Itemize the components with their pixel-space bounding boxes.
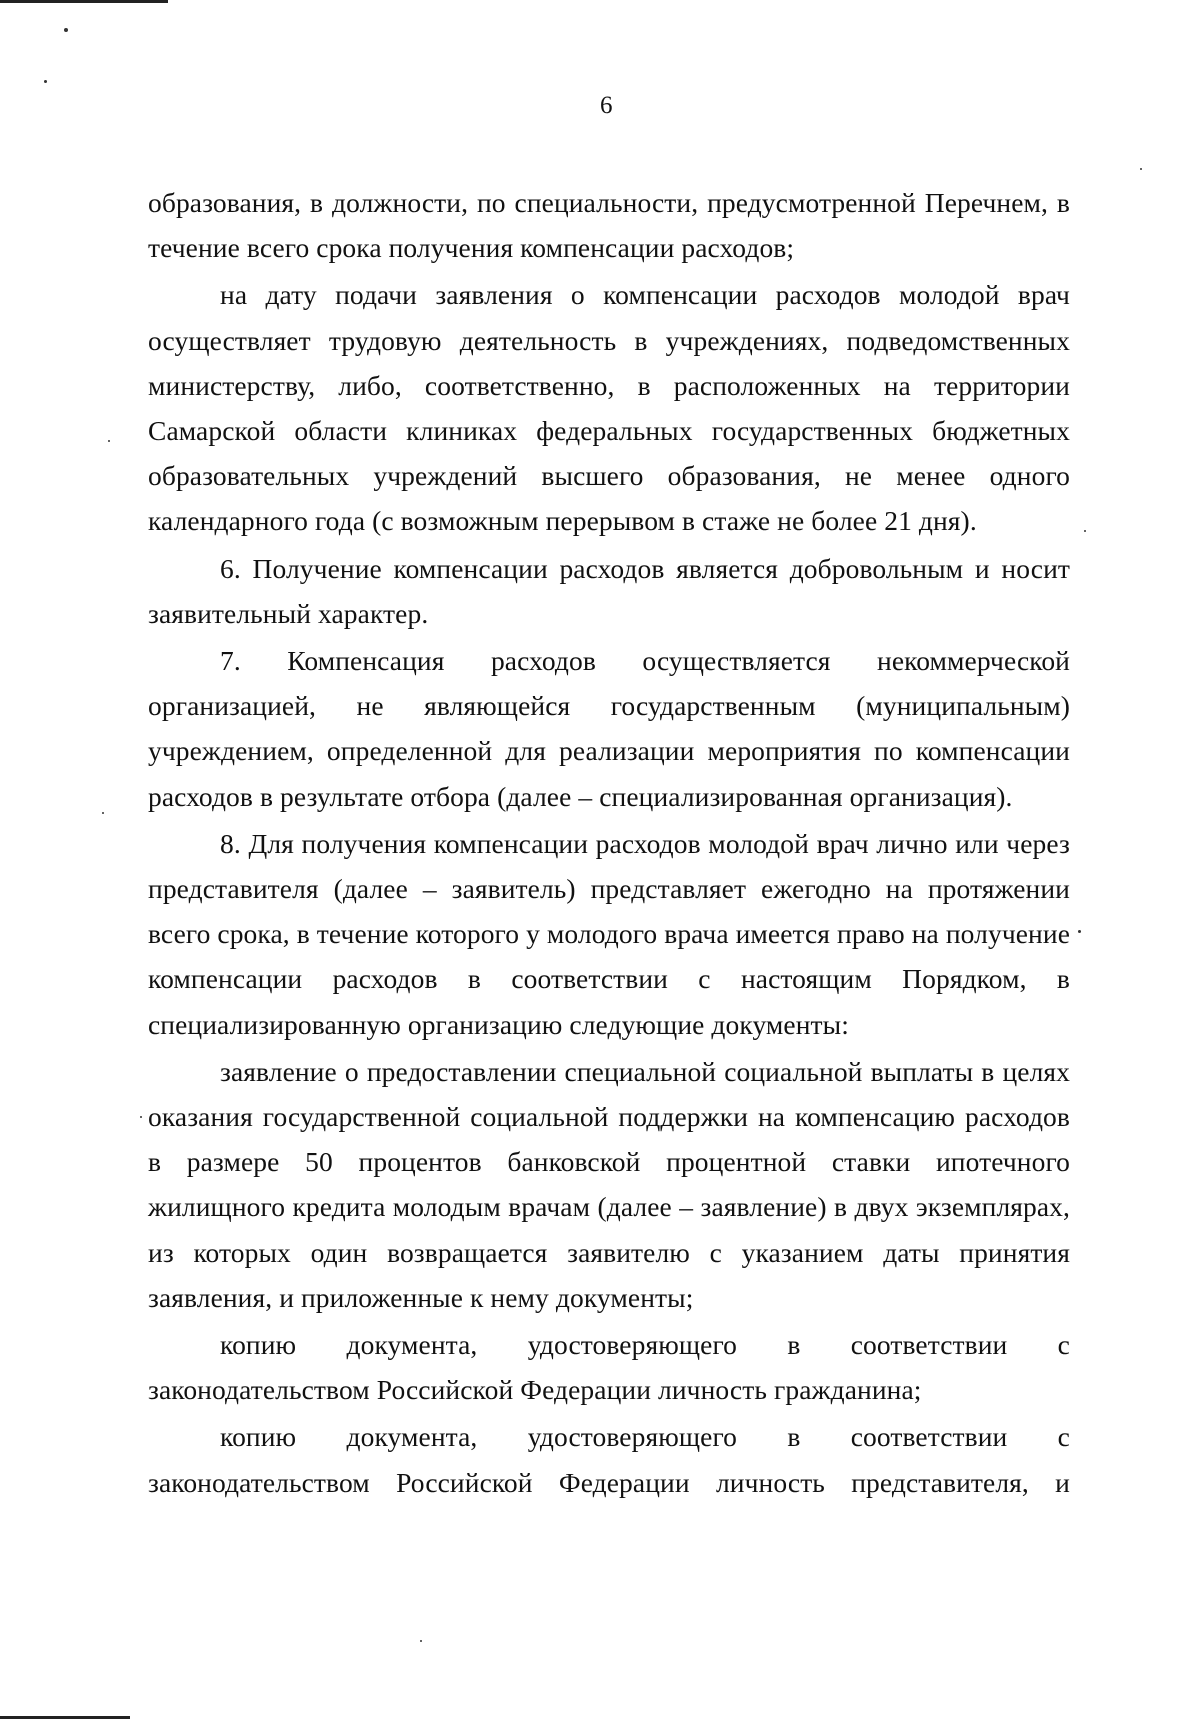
paragraph-representative-id-copy: копию документа, удостоверяющего в соответствии с законодательством Российской Федерации личность представителя, и [148, 1421, 1070, 1498]
scan-speck [140, 1116, 142, 1118]
scan-speck [64, 28, 68, 32]
document-body [148, 180, 1070, 1507]
paragraph-item-7: 7. Компенсация расходов осуществляется некоммерческой организацией, не являющейся государственным (муниципальным) учреждением, определенной для реализации мероприятия по компенсации расходов в результате отбора (далее – специализированная организация). [148, 645, 1070, 812]
scan-speck [108, 440, 110, 442]
scan-speck [1078, 930, 1081, 933]
paragraph-date-of-application: на дату подачи заявления о компенсации расходов молодой врач осуществляет трудовую деятельность в учреждениях, подведомственных министерству, либо, соответственно, в расположенных на территории Самарской области клиниках федеральных государственных бюджетных образовательных учреждений высшего образования, не менее одного календарного года (с возможным перерывом в стаже не более 21 дня). [148, 279, 1070, 537]
paragraph-item-6: 6. Получение компенсации расходов является добровольным и носит заявительный характер. [148, 552, 1070, 629]
paragraph-continuation: образования, в должности, по специальности, предусмотренной Перечнем, в течение всего срока получения компенсации расходов; [148, 187, 1070, 264]
scan-speck [44, 80, 47, 83]
scan-speck [102, 812, 104, 814]
scan-speck [420, 1640, 422, 1642]
scan-edge-line [0, 0, 168, 3]
paragraph-citizen-id-copy: копию документа, удостоверяющего в соответствии с законодательством Российской Федерации личность гражданина; [148, 1329, 1070, 1406]
page-number: 6 [600, 92, 613, 119]
paragraph-item-8: 8. Для получения компенсации расходов молодой врач лично или через представителя (далее – заявитель) представляет ежегодно на протяжении всего срока, в течение которого у молодого врача имеется право на получение компенсации расходов в соответствии с настоящим Порядком, в специализированную организацию следующие документы: [148, 827, 1070, 1040]
scan-speck [1140, 168, 1142, 170]
scan-speck [1084, 530, 1086, 532]
paragraph-application: заявление о предоставлении специальной социальной выплаты в целях оказания государственной социальной поддержки на компенсацию расходов в размере 50 процентов банковской процентной ставки ипотечного жилищного кредита молодым врачам (далее – заявление) в двух экземплярах, из которых один возвращается заявителю с указанием даты принятия заявления, и приложенные к нему документы; [148, 1055, 1070, 1313]
